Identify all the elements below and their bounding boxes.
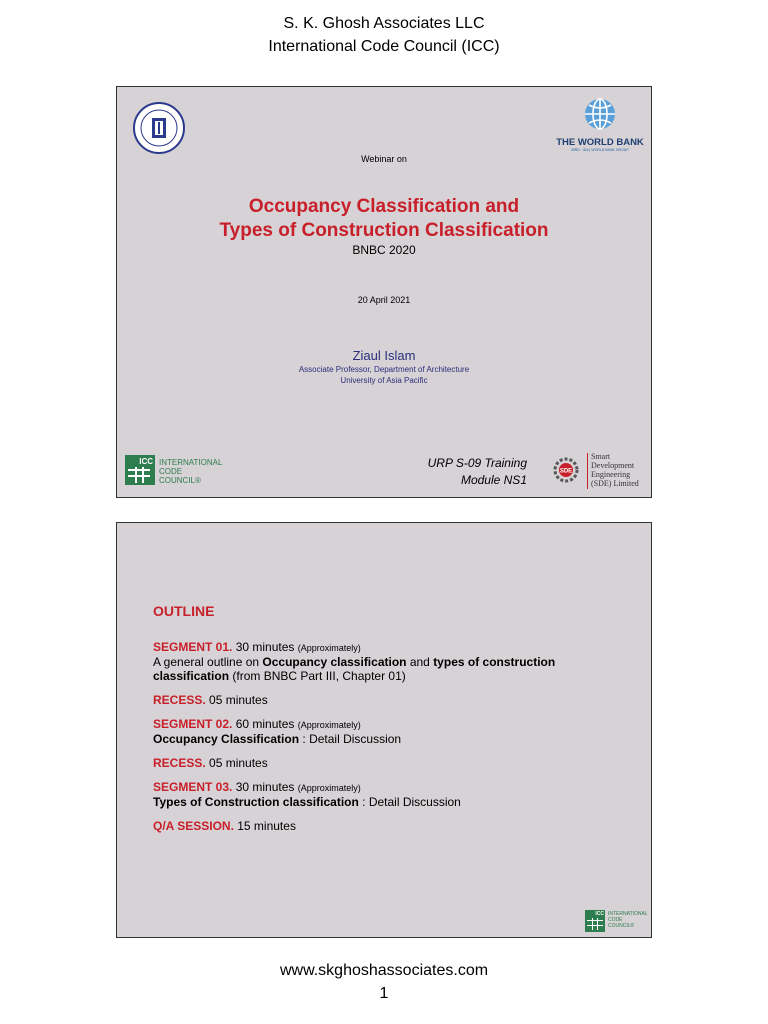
icc-line-3: COUNCIL®	[159, 476, 201, 485]
globe-icon	[583, 97, 617, 131]
icc-logo-small	[585, 910, 651, 934]
world-bank-sub: IBRD · IDA | WORLD BANK GROUP	[571, 148, 629, 152]
training-line-2: Module NS1	[460, 473, 527, 487]
icc-logo	[125, 455, 235, 487]
sde-line-2: Development	[591, 461, 635, 470]
segment-02: SEGMENT 02. 60 minutes (Approximately) Occupancy Classification : Detail Discussion	[153, 717, 402, 746]
presenter-university: University of Asia Pacific	[340, 376, 428, 385]
segment-01: SEGMENT 01. 30 minutes (Approximately) A general outline on Occupancy classification and types of construction classification (from BNBC Part III, Chapter 01)	[153, 640, 556, 683]
sde-line-1: Smart	[591, 452, 611, 461]
training-line-1: URP S-09 Training	[427, 456, 527, 470]
world-bank-name: THE WORLD BANK	[556, 137, 644, 148]
webinar-label: Webinar on	[361, 154, 407, 164]
segment-03: SEGMENT 03. 30 minutes (Approximately) Types of Construction classification : Detail Discussion	[153, 780, 461, 809]
header-company: S. K. Ghosh Associates LLC	[283, 15, 485, 32]
presenter-role: Associate Professor, Department of Architecture	[298, 365, 470, 374]
page-number: 1	[379, 985, 389, 1002]
footer-url[interactable]: www.skghoshassociates.com	[279, 962, 489, 979]
icc-line-2: CODE	[159, 467, 183, 476]
svg-text:SDE: SDE	[559, 468, 573, 475]
sde-logo	[549, 451, 649, 491]
university-seal-logo	[132, 101, 186, 160]
icc-small-line-1: INTERNATIONAL	[608, 911, 648, 917]
recess-2: RECESS. 05 minutes	[153, 756, 268, 770]
icc-small-line-2: CODE	[608, 917, 623, 923]
title-line-2: Types of Construction Classification	[219, 220, 549, 241]
outline-heading: OUTLINE	[153, 603, 215, 619]
header-organization: International Code Council (ICC)	[268, 38, 500, 55]
title-line-1: Occupancy Classification and	[248, 196, 520, 217]
gear-icon	[549, 453, 583, 487]
icc-mark-icon: ICC	[125, 455, 155, 485]
icc-small-line-3: COUNCIL®	[608, 923, 635, 929]
sde-line-3: Engineering	[591, 470, 631, 479]
subtitle: BNBC 2020	[352, 243, 416, 257]
presenter-name: Ziaul Islam	[352, 348, 416, 363]
date: 20 April 2021	[357, 295, 411, 305]
world-bank-logo	[553, 97, 647, 152]
recess-1: RECESS. 05 minutes	[153, 693, 268, 707]
icc-mark-icon: ICC	[585, 910, 605, 932]
slide-outline	[116, 522, 652, 938]
icc-line-1: INTERNATIONAL	[159, 458, 223, 467]
slide-title	[116, 86, 652, 498]
sde-line-4: (SDE) Limited	[591, 479, 639, 488]
qa-session: Q/A SESSION. 15 minutes	[153, 819, 296, 833]
